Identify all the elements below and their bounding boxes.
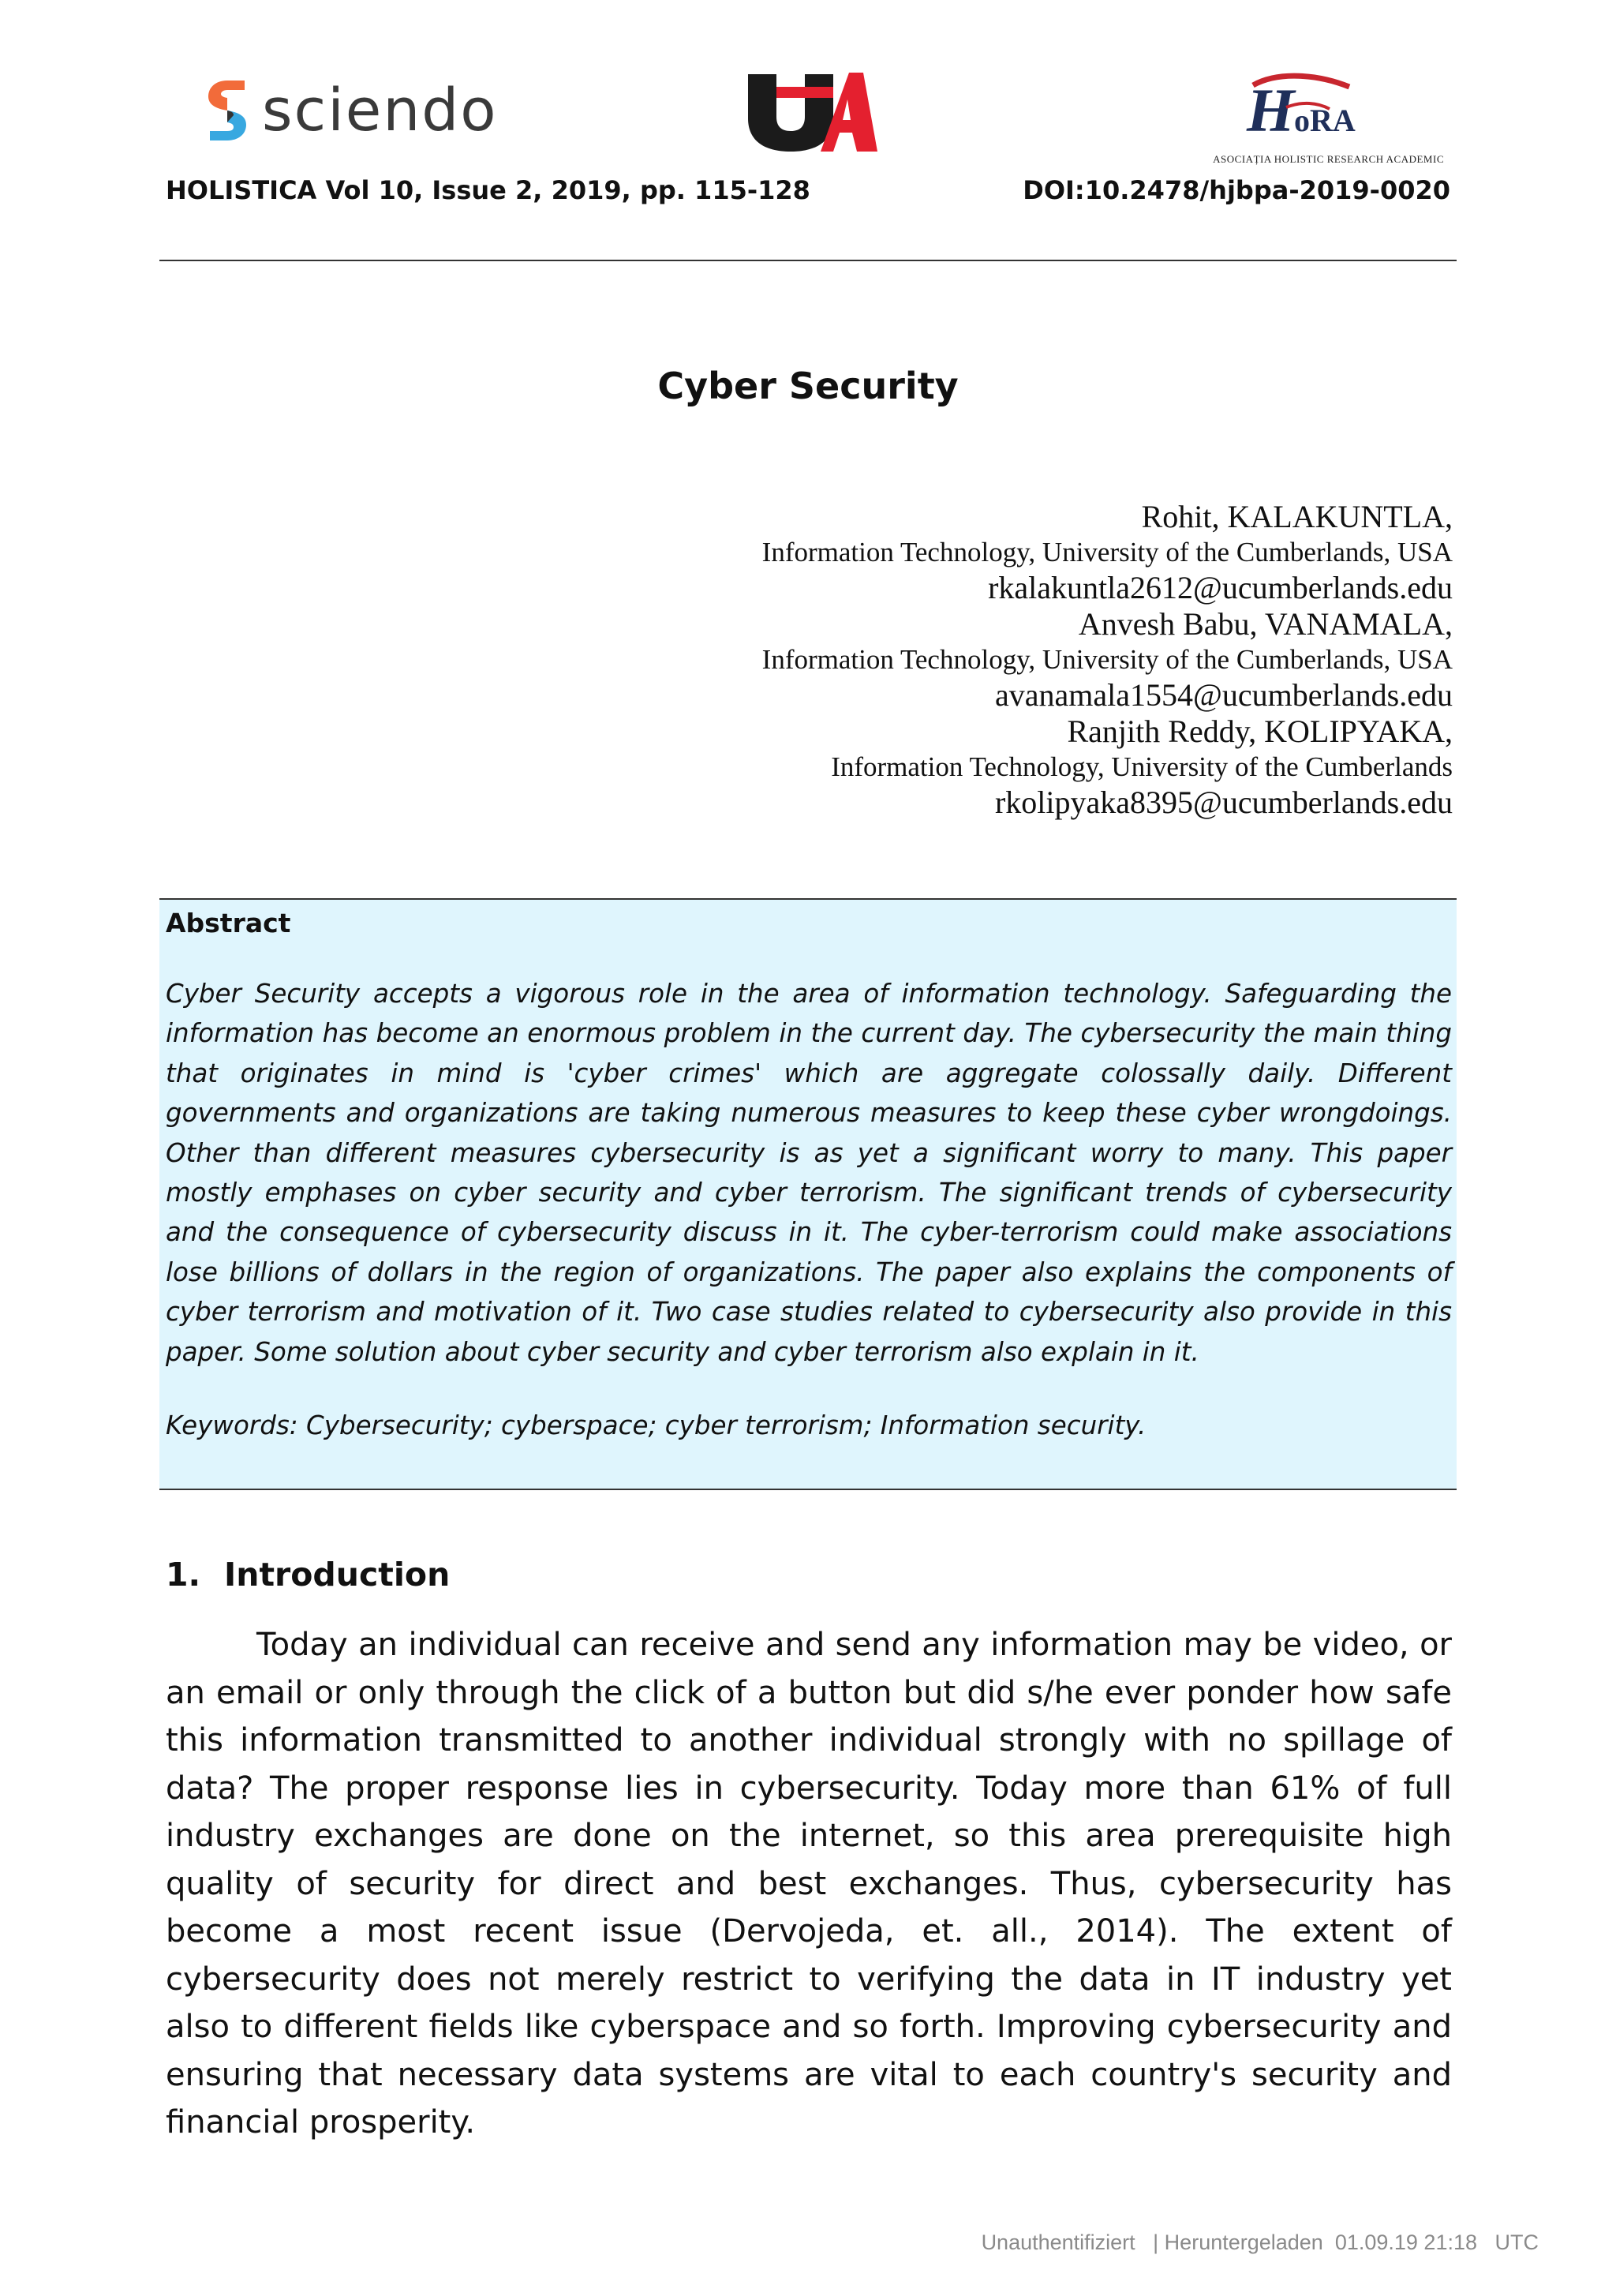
sciendo-wordmark: sciendo	[262, 77, 498, 144]
section-heading	[166, 1556, 450, 1594]
svg-text:H: H	[1247, 76, 1295, 144]
abstract-text: Cyber Security accepts a vigorous role in the area of information technology. Safeguarding the information has become an enormous problem in the current day. The cybersecurity the main thing that originates in mind is 'cyber crimes' which are aggregate colossally daily. Different governments and organizations are taking numerous measures to keep these cyber wrongdoings. Other than different measures cybersecurity is as yet a significant worry to many. This paper mostly emphases on cyber security and cyber terrorism. The significant trends of cybersecurity and the consequence of cybersecurity discuss in it. The cyber-terrorism could make associations lose billions of dollars in the region of organizations. The paper also explains the components of cyber terrorism and motivation of it. Two case studies related to cybersecurity also provide in this paper. Some solution about cyber security and cyber terrorism also explain in it.	[166, 979, 1452, 1367]
author-name: Anvesh Babu, VANAMALA,	[1078, 606, 1453, 642]
author-email[interactable]: rkalakuntla2612@ucumberlands.edu	[988, 570, 1453, 605]
author-affiliation: Information Technology, University of the Cumberlands, USA	[761, 644, 1453, 675]
ua-logo	[745, 68, 879, 158]
section-number: 1.	[166, 1556, 201, 1594]
keywords: Keywords: Cybersecurity; cyberspace; cyber terrorism; Information security.	[166, 1410, 1147, 1440]
journal-citation: HOLISTICA Vol 10, Issue 2, 2019, pp. 115-128	[166, 175, 810, 205]
author-affiliation: Information Technology, University of the Cumberlands, USA	[761, 537, 1453, 567]
author-name: Rohit, KALAKUNTLA,	[1141, 499, 1453, 534]
hora-logo	[1168, 69, 1444, 166]
svg-text:oRA: oRA	[1294, 103, 1356, 138]
section-title: Introduction	[224, 1556, 451, 1594]
download-footer: Unauthentifiziert | Heruntergeladen 01.09.19 21:18 UTC	[981, 2230, 1539, 2254]
abstract-heading: Abstract	[166, 908, 291, 938]
hora-mark-icon	[1168, 69, 1444, 148]
hora-tagline: ASOCIAȚIA HOLISTIC RESEARCH ACADEMIC	[1213, 153, 1444, 165]
doi: DOI:10.2478/hjbpa-2019-0020	[1023, 175, 1450, 205]
paper-title: Cyber Security	[657, 365, 959, 407]
author-affiliation: Information Technology, University of the Cumberlands	[831, 751, 1453, 782]
introduction-paragraph: Today an individual can receive and send any information may be video, or an email or only through the click of a button but did s/he ever ponder how safe this information transmitted to another individual strongly with no spillage of data? The proper response lies in cybersecurity. Today more than 61% of full industry exchanges are done on the internet, so this area prerequisite high quality of security for direct and best exchanges. Thus, cybersecurity has become a most recent issue (Dervojeda, et. all., 2014). The extent of cybersecurity does not merely restrict to verifying the data in IT industry yet also to different fields like cyberspace and so forth. Improving cybersecurity and ensuring that necessary data systems are vital to each country's security and financial prosperity.	[166, 1627, 1452, 2141]
header-divider	[159, 260, 1457, 261]
author-block	[762, 499, 1453, 821]
sciendo-logo	[204, 75, 497, 146]
author-email[interactable]: rkolipyaka8395@ucumberlands.edu	[994, 785, 1453, 820]
author-name: Ranjith Reddy, KOLIPYAKA,	[1067, 714, 1453, 749]
sciendo-mark-icon	[204, 77, 251, 144]
ua-mark-icon	[745, 68, 879, 155]
author-email[interactable]: avanamala1554@ucumberlands.edu	[995, 677, 1453, 713]
